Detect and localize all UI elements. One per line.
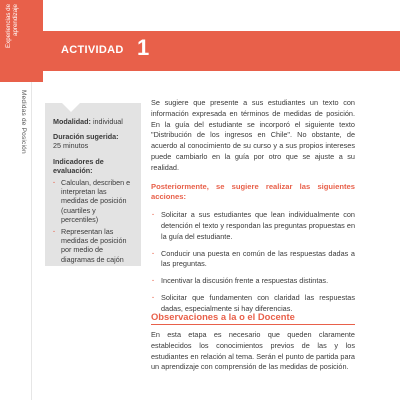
modality-value: individual (92, 117, 123, 126)
side-divider (31, 82, 32, 400)
main-content (151, 98, 355, 315)
indicators-block (53, 157, 134, 264)
activity-number: 1 (137, 35, 150, 60)
modality-row (53, 117, 134, 126)
intro-paragraph: Se sugiere que presente a sus estudiantes un texto con información expresada en términos de medidas de posición. En la guía del estudiante se incorporó el siguiente texto "Distribución de los ingresos en Chile". No obstante, de acuerdo al conocimiento de su curso y a sus propios intereses puede cambiarlo en la guía por otro que se ajuste a su realidad. (151, 98, 355, 172)
side-tab-label: Experiencias de aprendizaje (5, 4, 19, 49)
action-item: · Incentivar la discusión frente a respuestas distintas. (151, 276, 355, 287)
activity-info-box (45, 103, 141, 266)
activity-header (43, 31, 400, 71)
side-tab (0, 0, 43, 82)
activity-label: ACTIVIDAD (61, 44, 124, 56)
observations-text: En esta etapa es necesario que queden claramente establecidos los conocimientos previos de las y los estudiantes en relación al tema. Serán el punto de partida para un aprendizaje con comprensión de las medidas de posición. (151, 330, 355, 372)
duration-row (53, 132, 134, 150)
indicator-item: · Representan las medidas de posición por medio de diagramas de cajón (53, 227, 134, 264)
duration-label: Duración sugerida: (53, 132, 119, 142)
observations-divider (151, 324, 355, 325)
section-label: Medidas de Posición (20, 90, 27, 154)
info-box-notch (62, 103, 80, 112)
actions-list (151, 210, 355, 314)
indicator-item: · Calculan, describen e interpretan las medidas de posición (cuartiles y percentiles) (53, 178, 134, 224)
action-item: · Solicitar que fundamenten con claridad las respuestas dadas, especialmente si hay diferencias. (151, 293, 355, 315)
actions-heading: Posteriormente, se sugiere realizar las siguientes acciones: (151, 181, 355, 202)
modality-label: Modalidad: (53, 117, 91, 126)
indicators-list (53, 178, 134, 264)
action-item: · Conducir una puesta en común de las respuestas dadas a las preguntas. (151, 249, 355, 271)
indicators-label: Indicadores de evaluación: (53, 156, 104, 175)
observations-title: Observaciones a la o el Docente (151, 311, 295, 322)
action-item: · Solicitar a sus estudiantes que lean individualmente con detención el texto y respondan las preguntas propuestas en la guía del estudiante. (151, 210, 355, 242)
duration-value: 25 minutos (53, 141, 89, 151)
